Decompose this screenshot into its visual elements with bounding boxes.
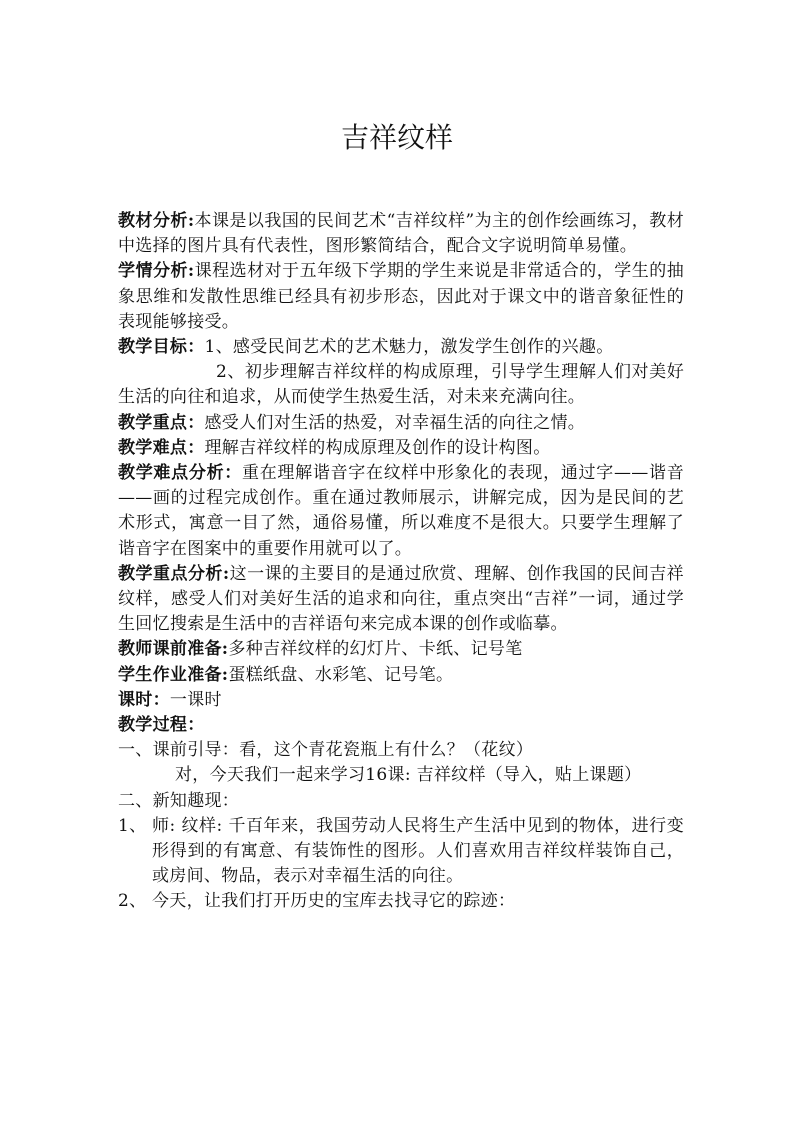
materials-label: 教材分析:: [118, 211, 195, 231]
process-item-2: [118, 889, 684, 914]
goal-2: 2、初步理解吉祥纹样的构成原理，引导学生理解人们对美好生活的向往和追求，从而使学生热爱生活，对未来充满向往。: [118, 362, 684, 408]
student-prep-label: 学生作业准备:: [118, 664, 229, 685]
item-1-number: 1、: [118, 815, 147, 836]
item-1-text: 师: 纹样: 千百年来，我国劳动人民将生产生活中见到的物体，进行变形得到的有寓意、有装饰性的图形。人们喜欢用吉祥纹样装饰自己，或房间、物品，表示对幸福生活的向往。: [152, 815, 684, 887]
difficulty-text: 理解吉祥纹样的构成原理及创作的设计构图。: [204, 437, 551, 458]
teacher-prep-label: 教师课前准备:: [118, 639, 229, 660]
item-2-number: 2、: [118, 891, 147, 912]
process-step-1b: 对，今天我们一起来学习16课: 吉祥纹样（导入，贴上课题）: [175, 765, 642, 786]
difficulty-label: 教学难点：: [118, 437, 205, 458]
process-label: 教学过程：: [118, 715, 205, 736]
key-analysis-label: 教学重点分析:: [118, 563, 230, 584]
process-step-1: 一、课前引导：看，这个青花瓷瓶上有什么？（花纹）: [118, 740, 534, 761]
key-label: 教学重点：: [118, 412, 205, 433]
materials-text: 本课是以我国的民间艺术“吉祥纹样”为主的创作绘画练习，教材中选择的图片具有代表性，图形繁简结合，配合文字说明简单易懂。: [118, 211, 684, 257]
process-step-2: 二、新知趣现：: [118, 790, 240, 811]
page-title: 吉祥纹样: [340, 121, 453, 154]
students-label: 学情分析:: [118, 261, 195, 282]
goal-1: 1、感受民间艺术的艺术魅力，激发学生创作的兴趣。: [204, 337, 614, 358]
students-text: 课程选材对于五年级下学期的学生来说是非常适合的，学生的抽象思维和发散性思维已经具有初步形态，因此对于课文中的谐音象征性的表现能够接受。: [118, 261, 684, 332]
hours-text: 一课时: [169, 689, 222, 710]
student-prep-text: 蛋糕纸盘、水彩笔、记号笔。: [228, 664, 454, 685]
difficulty-analysis-text: 重在理解谐音字在纹样中形象化的表现，通过字——谐音——画的过程完成创作。重在通过教师展示，讲解完成，因为是民间的艺术形式，寓意一目了然，通俗易懂，所以难度不是很大。只要学生理解了谐音字在图案中的重要作用就可以了。: [118, 463, 684, 559]
class-hours: [118, 688, 684, 713]
goals-label: 教学目标：: [118, 337, 205, 358]
key-analysis-text: 这一课的主要目的是通过欣赏、理解、创作我国的民间吉祥纹样，感受人们对美好生活的追求和向往，重点突出“吉祥”一词，通过学生回忆搜索是生活中的吉祥语句来完成本课的创作或临摹。: [118, 563, 684, 635]
teaching-difficulty: [118, 436, 684, 461]
key-analysis: [118, 562, 684, 638]
teaching-process-heading: [118, 713, 684, 738]
process-item-1: [118, 814, 684, 890]
teacher-preparation: [118, 637, 684, 662]
difficulty-analysis-label: 教学难点分析：: [118, 463, 242, 484]
difficulty-analysis: [118, 461, 684, 562]
hours-label: 课时：: [118, 689, 170, 710]
students-analysis: [118, 259, 684, 335]
teaching-key-point: [118, 411, 684, 436]
teaching-goals: [118, 335, 684, 360]
student-preparation: [118, 663, 684, 688]
item-2-text: 今天，让我们打开历史的宝库去找寻它的踪迹：: [152, 891, 516, 912]
key-text: 感受人们对生活的热爱，对幸福生活的向往之情。: [204, 412, 586, 433]
document-body: [118, 209, 684, 915]
teacher-prep-text: 多种吉祥纹样的幻灯片、卡纸、记号笔: [228, 639, 523, 660]
materials-analysis: [118, 209, 684, 259]
